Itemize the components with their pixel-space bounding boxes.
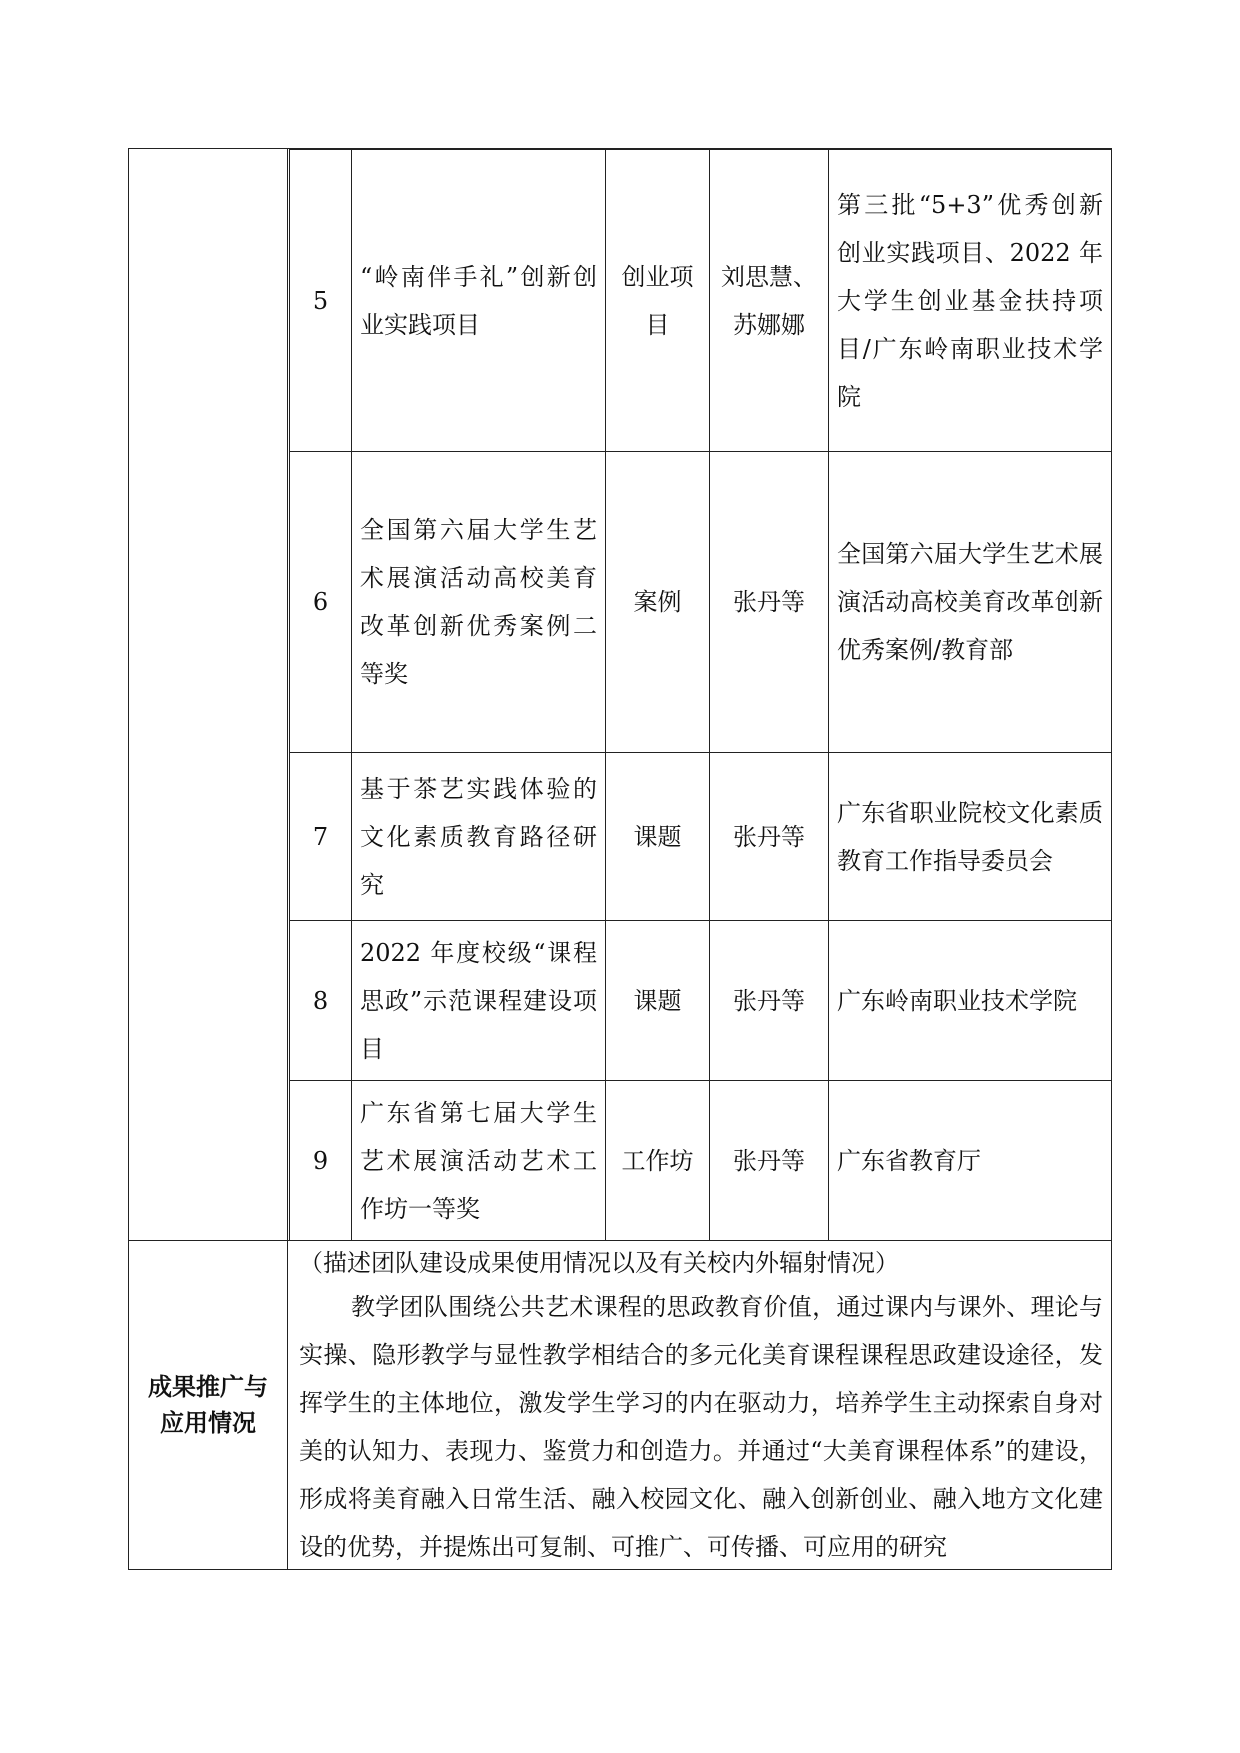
row-number: 9: [290, 1081, 352, 1241]
table-row: [290, 1081, 1112, 1241]
achievement-type: 课题: [606, 753, 710, 921]
achievement-type: 创业项目: [606, 150, 710, 452]
achievements-table: [289, 149, 1112, 1241]
achievement-type: 工作坊: [606, 1081, 710, 1241]
achievement-people: 张丹等: [710, 753, 829, 921]
row-number: 6: [290, 452, 352, 753]
row-number: 7: [290, 753, 352, 921]
achievement-source: 第三批“5+3”优秀创新创业实践项目、2022 年大学生创业基金扶持项目/广东岭南职业技术学院: [829, 150, 1112, 452]
achievement-type: 课题: [606, 921, 710, 1081]
achievement-type: 案例: [606, 452, 710, 753]
table-row: [290, 753, 1112, 921]
achievement-name: 广东省第七届大学生艺术展演活动艺术工作坊一等奖: [352, 1081, 606, 1241]
section-label: [129, 1241, 287, 1569]
column-divider: [287, 149, 288, 1569]
table-row: [290, 452, 1112, 753]
section-note: （描述团队建设成果使用情况以及有关校内外辐射情况）: [299, 1249, 899, 1277]
row-number: 8: [290, 921, 352, 1081]
achievement-source: 广东省职业院校文化素质教育工作指导委员会: [829, 753, 1112, 921]
section-body: 教学团队围绕公共艺术课程的思政教育价值，通过课内与课外、理论与实操、隐形教学与显性教学相结合的多元化美育课程课程思政建设途径，发挥学生的主体地位，激发学生学习的内在驱动力，培养学生主动探索自身对美的认知力、表现力、鉴赏力和创造力。并通过“大美育课程体系”的建设，形成将美育融入日常生活、融入校园文化、融入创新创业、融入地方文化建设的优势，并提炼出可复制、可推广、可传播、可应用的研究: [299, 1293, 1103, 1561]
achievement-source: 广东省教育厅: [829, 1081, 1112, 1241]
section-description: [299, 1243, 1103, 1571]
table-row: [290, 921, 1112, 1081]
section-label-text: 成果推广与应用情况: [148, 1373, 268, 1437]
table-row: [290, 150, 1112, 452]
achievement-people: 张丹等: [710, 1081, 829, 1241]
row-number: 5: [290, 150, 352, 452]
achievement-name: 基于茶艺实践体验的文化素质教育路径研究: [352, 753, 606, 921]
achievement-people: 张丹等: [710, 452, 829, 753]
achievement-source: 广东岭南职业技术学院: [829, 921, 1112, 1081]
achievement-name: “岭南伴手礼”创新创业实践项目: [352, 150, 606, 452]
achievement-name: 全国第六届大学生艺术展演活动高校美育改革创新优秀案例二等奖: [352, 452, 606, 753]
achievement-people: 张丹等: [710, 921, 829, 1081]
achievement-name: 2022 年度校级“课程思政”示范课程建设项目: [352, 921, 606, 1081]
achievement-source: 全国第六届大学生艺术展演活动高校美育改革创新优秀案例/教育部: [829, 452, 1112, 753]
achievement-people: 刘思慧、苏娜娜: [710, 150, 829, 452]
form-table: [128, 148, 1112, 1570]
